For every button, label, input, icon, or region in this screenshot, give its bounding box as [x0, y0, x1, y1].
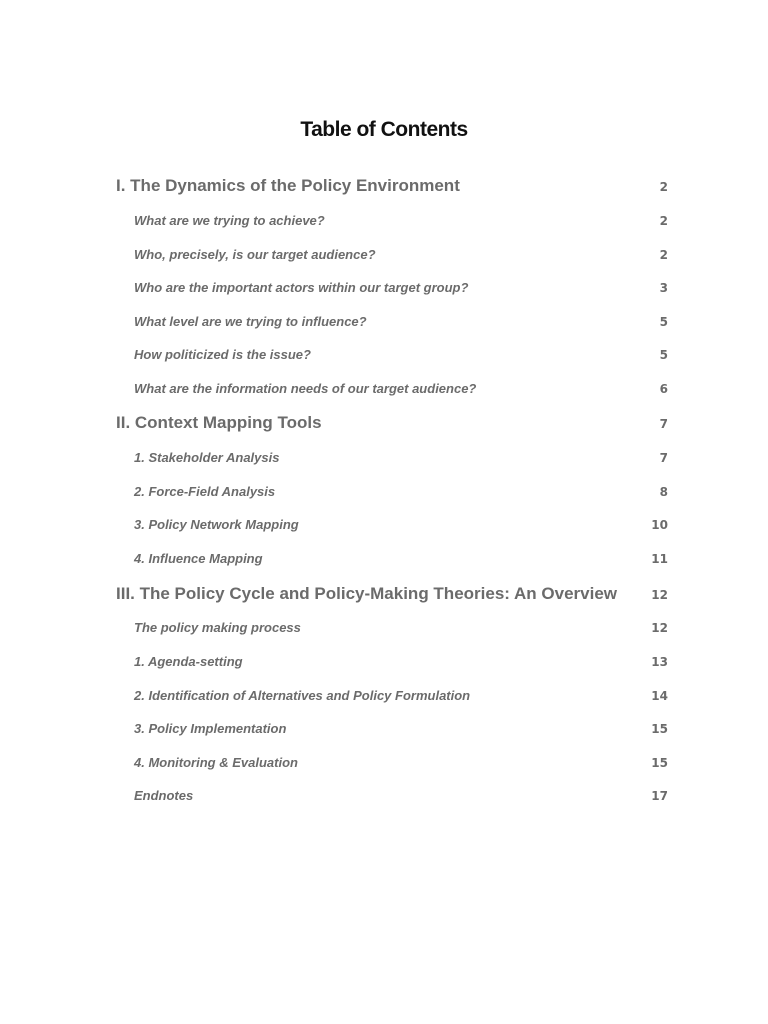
toc-entry-page: 2	[659, 248, 668, 262]
toc-entry-page: 12	[651, 588, 668, 602]
toc-entry-page: 8	[659, 485, 668, 499]
toc-entry-title: 1. Stakeholder Analysis	[134, 450, 280, 465]
toc-entry[interactable]	[0, 176, 768, 200]
toc-entry-page: 2	[659, 180, 668, 194]
toc-entry-title: 1. Agenda-setting	[134, 654, 243, 669]
toc-entry-title: How politicized is the issue?	[134, 347, 311, 362]
toc-entry-title: What level are we trying to influence?	[134, 314, 367, 329]
toc-entry[interactable]	[0, 719, 768, 743]
toc-entry-title: 4. Influence Mapping	[134, 551, 263, 566]
toc-entry-page: 2	[659, 214, 668, 228]
toc-entry-page: 15	[651, 756, 668, 770]
toc-entry-page: 3	[659, 281, 668, 295]
toc-entry-title: Who are the important actors within our target group?	[134, 280, 469, 295]
toc-entry-page: 14	[651, 689, 668, 703]
toc-entry-page: 6	[659, 382, 668, 396]
toc-entry[interactable]	[0, 482, 768, 506]
toc-entry-page: 13	[651, 655, 668, 669]
toc-entry-page: 11	[651, 552, 668, 566]
toc-entry[interactable]	[0, 413, 768, 437]
toc-entry[interactable]	[0, 379, 768, 403]
toc-entry-page: 5	[659, 348, 668, 362]
toc-entry-page: 12	[651, 621, 668, 635]
toc-entry-title: II. Context Mapping Tools	[116, 413, 322, 432]
toc-entry[interactable]	[0, 312, 768, 336]
toc-entry[interactable]	[0, 211, 768, 235]
toc-entry-title: 3. Policy Network Mapping	[134, 517, 299, 532]
page-title: Table of Contents	[300, 118, 468, 141]
toc-entry[interactable]	[0, 278, 768, 302]
toc-entry-page: 10	[651, 518, 668, 532]
toc-entry-page: 15	[651, 722, 668, 736]
toc-entry[interactable]	[0, 584, 768, 608]
toc-entry-title: The policy making process	[134, 620, 301, 635]
toc-entry-page: 7	[659, 451, 668, 465]
toc-entry-title: Endnotes	[134, 788, 194, 803]
toc-entry-title: 2. Identification of Alternatives and Policy Formulation	[134, 688, 471, 703]
toc-entry-page: 17	[651, 789, 668, 803]
toc-entry-page: 5	[659, 315, 668, 329]
toc-entry-page: 7	[659, 417, 668, 431]
toc-entry-title: 2. Force-Field Analysis	[134, 484, 276, 499]
toc-entry-title: Who, precisely, is our target audience?	[134, 247, 376, 262]
toc-entry-title: I. The Dynamics of the Policy Environment	[116, 176, 460, 195]
toc-entry-title: III. The Policy Cycle and Policy-Making Theories: An Overview	[116, 584, 618, 603]
toc-entry[interactable]	[0, 652, 768, 676]
toc-entry[interactable]	[0, 345, 768, 369]
toc-entry-title: 3. Policy Implementation	[134, 721, 287, 736]
toc-entry[interactable]	[0, 686, 768, 710]
toc-entry[interactable]	[0, 448, 768, 472]
toc-entry[interactable]	[0, 515, 768, 539]
toc-entry[interactable]	[0, 753, 768, 777]
toc-entry-title: 4. Monitoring & Evaluation	[134, 755, 298, 770]
toc-entry-title: What are the information needs of our target audience?	[134, 381, 477, 396]
toc-entry[interactable]	[0, 245, 768, 269]
toc-entry[interactable]	[0, 549, 768, 573]
toc-entry[interactable]	[0, 786, 768, 810]
toc-entry-title: What are we trying to achieve?	[134, 213, 325, 228]
toc-entry[interactable]	[0, 618, 768, 642]
